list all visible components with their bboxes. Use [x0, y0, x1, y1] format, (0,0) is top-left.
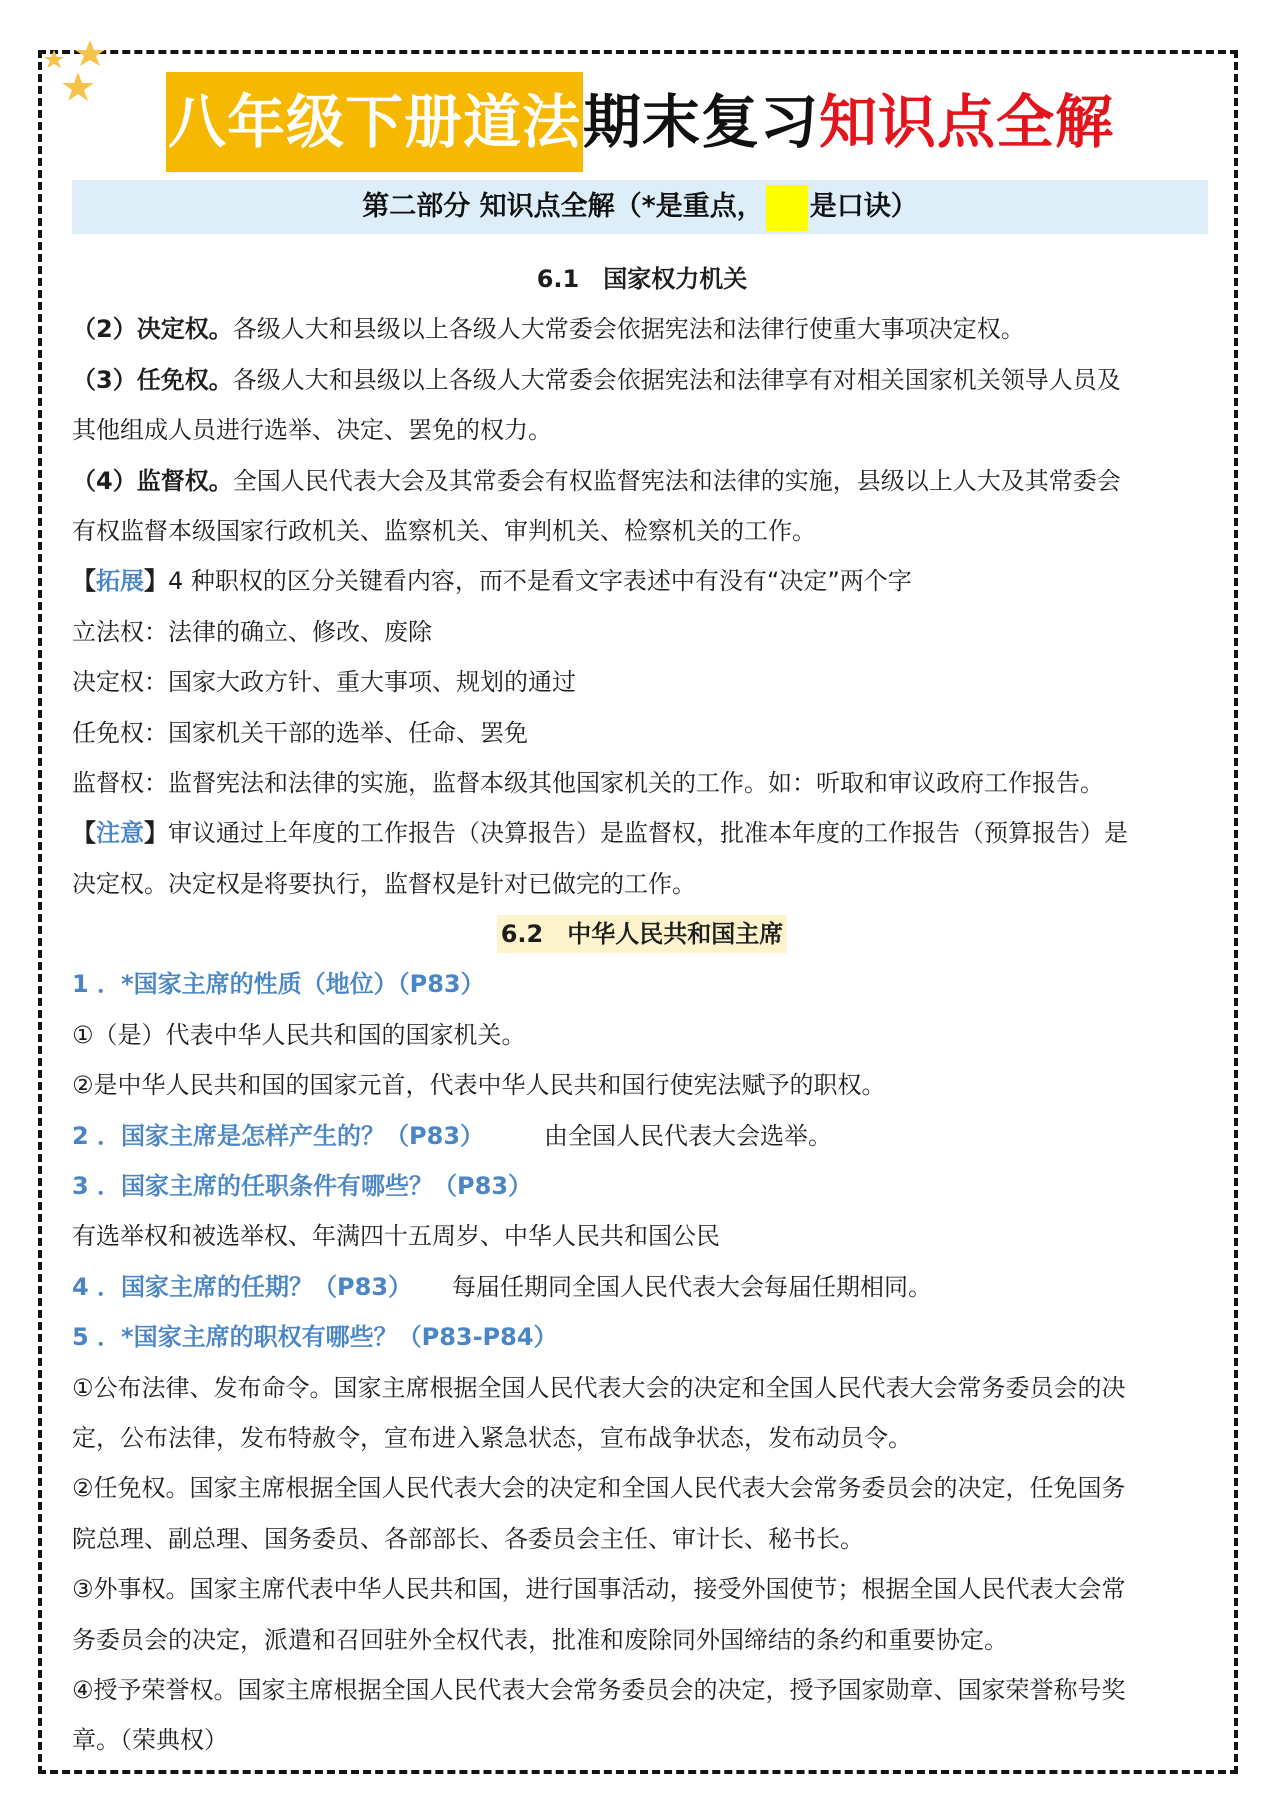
bracket-close: 】 — [144, 819, 168, 848]
question-4: 4 ．国家主席的任期？（P83） — [72, 1272, 413, 1301]
answer-2: 由全国人民代表大会选举。 — [544, 1121, 833, 1150]
answer-5-4a: ④授予荣誉权。国家主席根据全国人民代表大会常务委员会的决定，授予国家勋章、国家荣誉称号奖 — [72, 1675, 1126, 1704]
question-4-row — [72, 1262, 1212, 1312]
answer-1a: ①（是）代表中华人民共和国的国家机关。 — [72, 1020, 526, 1049]
answer-5-4b: 章。（荣典权） — [72, 1726, 228, 1755]
extension-note — [72, 556, 1212, 606]
paragraph-supervision-power — [72, 456, 1212, 506]
banner-text-after: 是口诀） — [809, 191, 918, 222]
question-5: 5 ．*国家主席的职权有哪些？（P83-P84） — [72, 1323, 558, 1352]
supervision-power-line: 监督权：监督宪法和法律的实施，监督本级其他国家机关的工作。如：听取和审议政府工作报告。 — [72, 768, 1104, 797]
text-supervision-power-b: 有权监督本级国家行政机关、监察机关、审判机关、检察机关的工作。 — [72, 516, 816, 545]
answer-5-2b: 院总理、副总理、国务委员、各部部长、各委员会主任、审计长、秘书长。 — [72, 1524, 864, 1553]
title-part-yellow: 八年级下册道法 — [166, 72, 583, 172]
answer-4: 每届任期同全国人民代表大会每届任期相同。 — [452, 1272, 933, 1301]
section-heading-6-2: 6.2 中华人民共和国主席 — [497, 915, 788, 953]
extension-text: 4 种职权的区分关键看内容，而不是看文字表述中有没有“决定”两个字 — [168, 567, 912, 596]
label-appointment-power: （3）任免权。 — [72, 365, 233, 394]
attention-text-b: 决定权。决定权是将要执行，监督权是针对已做完的工作。 — [72, 869, 696, 898]
yellow-highlight-swatch — [766, 185, 808, 231]
paragraph-decision-power — [72, 304, 1212, 354]
appointment-power-line: 任免权：国家机关干部的选举、任命、罢免 — [72, 718, 528, 747]
paragraph-appointment-power — [72, 355, 1212, 405]
attention-text-a: 审议通过上年度的工作报告（决算报告）是监督权，批准本年度的工作报告（预算报告）是 — [168, 819, 1128, 848]
document-body — [72, 254, 1212, 1766]
bracket-open: 【 — [72, 819, 96, 848]
decision-power-line: 决定权：国家大政方针、重大事项、规划的通过 — [72, 668, 576, 697]
text-appointment-power-a: 各级人大和县级以上各级人大常委会依据宪法和法律享有对相关国家机关领导人员及 — [232, 365, 1121, 394]
legislative-power-line: 立法权：法律的确立、修改、废除 — [72, 617, 432, 646]
section-banner — [72, 180, 1208, 234]
answer-5-2a: ②任免权。国家主席根据全国人民代表大会的决定和全国人民代表大会常务委员会的决定，任免国务 — [72, 1474, 1126, 1503]
banner-text-before: 第二部分 知识点全解（*是重点， — [362, 191, 764, 222]
question-2: 2 ．国家主席是怎样产生的？（P83） — [72, 1121, 485, 1150]
question-3: 3 ．国家主席的任职条件有哪些？（P83） — [72, 1172, 533, 1201]
text-decision-power: 各级人大和县级以上各级人大常委会依据宪法和法律行使重大事项决定权。 — [232, 315, 1025, 344]
answer-3: 有选举权和被选举权、年满四十五周岁、中华人民共和国公民 — [72, 1222, 720, 1251]
title-part-red: 知识点全解 — [819, 88, 1115, 156]
section-heading-6-1: 6.1 国家权力机关 — [533, 260, 752, 298]
bracket-open: 【 — [72, 567, 96, 596]
tag-attention: 注意 — [96, 819, 144, 848]
text-appointment-power-b: 其他组成人员进行选举、决定、罢免的权力。 — [72, 416, 552, 445]
answer-1b: ②是中华人民共和国的国家元首，代表中华人民共和国行使宪法赋予的职权。 — [72, 1071, 886, 1100]
answer-5-1b: 定，公布法律，发布特赦令，宣布进入紧急状态，宣布战争状态，发布动员令。 — [72, 1423, 912, 1452]
question-1: 1 ．*国家主席的性质（地位）（P83） — [72, 970, 485, 999]
page-title — [0, 72, 1280, 172]
answer-5-3b: 务委员会的决定，派遣和召回驻外全权代表，批准和废除同外国缔结的条约和重要协定。 — [72, 1625, 1008, 1654]
bracket-close: 】 — [144, 567, 168, 596]
answer-5-1a: ①公布法律、发布命令。国家主席根据全国人民代表大会的决定和全国人民代表大会常务委员会的决 — [72, 1373, 1126, 1402]
answer-5-3a: ③外事权。国家主席代表中华人民共和国，进行国事活动，接受外国使节；根据全国人民代表大会常 — [72, 1575, 1126, 1604]
text-supervision-power-a: 全国人民代表大会及其常委会有权监督宪法和法律的实施，县级以上人大及其常委会 — [232, 466, 1121, 495]
attention-note — [72, 808, 1212, 858]
label-supervision-power: （4）监督权。 — [72, 466, 233, 495]
title-part-black: 期末复习 — [582, 88, 819, 156]
question-2-row — [72, 1111, 1212, 1161]
label-decision-power: （2）决定权。 — [72, 315, 233, 344]
tag-extension: 拓展 — [96, 567, 144, 596]
